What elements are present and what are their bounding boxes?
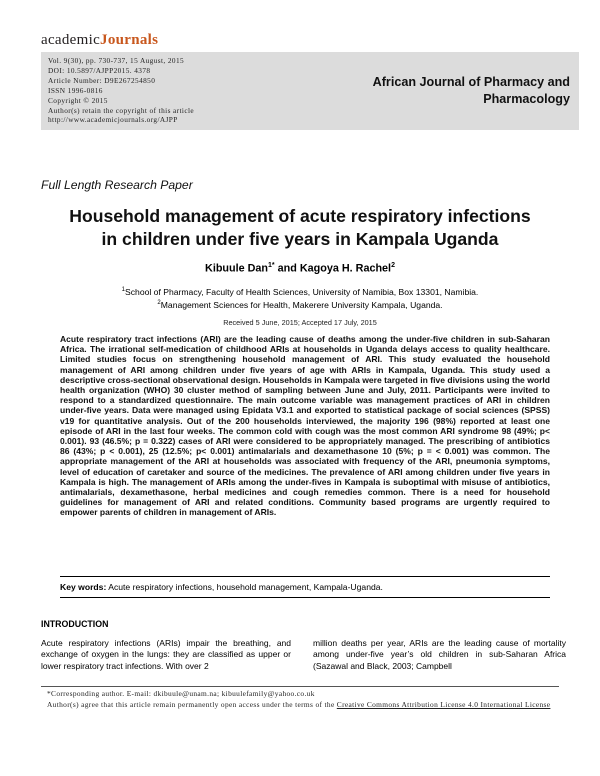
- journal-name-line2: Pharmacology: [483, 92, 570, 106]
- footnote: [47, 689, 565, 711]
- keywords: [60, 582, 383, 592]
- rights-statement: Author(s) retain the copyright of this article: [48, 105, 195, 115]
- title-line2: in children under five years in Kampala Uganda: [101, 229, 499, 249]
- author-list: [0, 262, 600, 275]
- received-dates: Received 5 June, 2015; Accepted 17 July, 2015: [223, 318, 377, 327]
- intro-column-left: Acute respiratory infections (ARIs) impair the breathing, and exchange of oxygen in the lungs: they are classified as upper or lower respiratory tract infections. With over 2: [41, 638, 291, 671]
- logo-prefix: academic: [41, 32, 101, 48]
- copyright: Copyright © 2015: [48, 95, 108, 105]
- title-line1: Household management of acute respiratory infections: [69, 206, 531, 226]
- article-type: Full Length Research Paper: [41, 178, 193, 192]
- publisher-logo: [41, 32, 158, 49]
- affiliation-1: [0, 285, 600, 298]
- footnote-divider: [41, 686, 559, 687]
- affiliation-1-mark: 1: [121, 287, 126, 293]
- author-1: Kibuule Dan: [205, 262, 269, 275]
- license-text: Author(s) agree that this article remain permanently open access under the terms of the: [47, 699, 337, 709]
- author-2-affiliation-mark: 2: [391, 262, 395, 269]
- keywords-divider-top: [60, 576, 550, 577]
- article-number: Article Number: D9E267254850: [48, 75, 156, 85]
- issn: ISSN 1996-0816: [48, 85, 103, 95]
- journal-name: [330, 74, 570, 108]
- keywords-text: Acute respiratory infections, household management, Kampala-Uganda.: [106, 582, 383, 592]
- author-1-affiliation-mark: 1*: [268, 262, 275, 269]
- volume-line: Vol. 9(30), pp. 730-737, 15 August, 2015: [48, 56, 185, 65]
- keywords-label: Key words:: [60, 582, 107, 592]
- journal-metadata: [48, 56, 194, 125]
- license-statement: [47, 700, 565, 711]
- keywords-divider-bottom: [60, 597, 550, 598]
- journal-name-line1: African Journal of Pharmacy and: [372, 75, 570, 89]
- logo-suffix: Journals: [100, 32, 159, 48]
- affiliation-1-text: School of Pharmacy, Faculty of Health Sciences, University of Namibia, Box 13301, Namibia.: [125, 286, 479, 297]
- affiliation-2-text: Management Sciences for Health, Makerere University Kampala, Uganda.: [160, 300, 443, 311]
- affiliation-2: [0, 298, 600, 311]
- affiliation-2-mark: 2: [157, 300, 161, 307]
- article-title: [20, 205, 580, 251]
- abstract: Acute respiratory tract infections (ARI) are the leading cause of deaths among the under-five children in sub-Saharan Africa. The irrational self-medication of childhood ARIs at households in Uganda delays access to quality healthcare. Limited studies focus on strengthening household management of ARI. This study evaluated the household management of ARI among children under five years of age with ARIs in Kampala, Uganda. This study used a descriptive cross-sectional observational design. Households in Kampala were targeted in five divisions using the world health organization (WHO) 30 cluster method of sampling between June and July, 2011. Participants were invited to respond to a standardized questionnaire. The main outcome variable was management practices of ARI in children under-five years. Data were managed using Epidata V3.1 and exported to statistical package of social sciences (SPSS) v19 for quantitative analysis. Out of the 200 households interviewed, the majority 196 (98%) reported at least one episode of ARI in the last four weeks. The common cold with cough was the most common ARI syndrome 98 (49%; p< 0.001). 93 (46.5%; p = 0.322) cases of ARI were considered to be appropriately managed. The prescribing of antibiotics 86 (43%; p < 0.001), 25 (12.5%; p< 0.001) antimalarials and dexamethasone 10 (5%; p = < 0.001) was common. The appropriate management of the ARI at households was associated with frequency of the ARI, pneumonia symptoms, level of education of caretaker and source of the medicines. The prevalence of ARI among children under five years in Kampala is high. The management of ARIs among the under-fives in Kampala is suboptimal with misuse of antibiotics, antimalarials, dexamethasone, herbal medicines and cough remedies common. There is a need for household guidelines for management of ARI and related conditions. Community based programs are urgently required to empower parents of children in management of ARIs.: [60, 334, 550, 518]
- journal-url[interactable]: http://www.academicjournals.org/AJPP: [48, 115, 178, 125]
- author-2: Kagoya H. Rachel: [299, 262, 392, 275]
- author-join: and: [274, 262, 300, 275]
- intro-column-right: million deaths per year, ARIs are the leading cause of mortality among under-five year’s old children in sub-Saharan Africa (Sazawal and Black, 2003; Campbell: [313, 638, 566, 671]
- affiliations: [0, 285, 600, 312]
- doi-line: DOI: 10.5897/AJPP2015. 4378: [48, 65, 151, 75]
- license-link[interactable]: Creative Commons Attribution License 4.0 International License: [336, 699, 551, 709]
- corresponding-author: *Corresponding author. E-mail: dkibuule@unam.na; kibuulefamily@yahoo.co.uk: [47, 689, 315, 698]
- section-heading-introduction: INTRODUCTION: [41, 619, 109, 629]
